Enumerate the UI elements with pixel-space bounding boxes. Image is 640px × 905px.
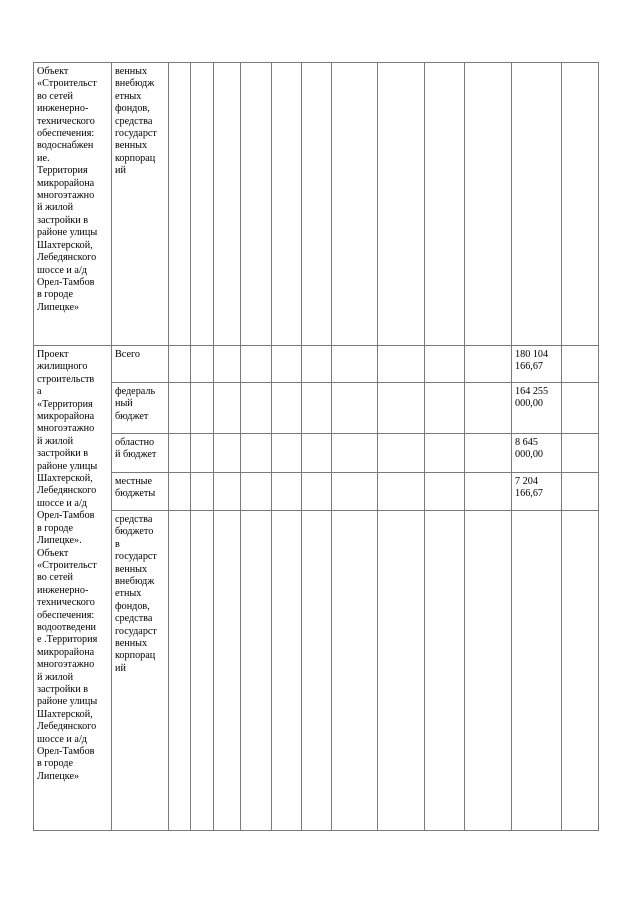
table-row [34,383,599,434]
empty-cell [169,63,191,346]
empty-cell [465,473,512,511]
empty-cell [465,511,512,831]
empty-cell [302,63,332,346]
empty-cell [191,434,214,473]
empty-cell [562,63,599,346]
funding-source-cell: средства бюджето в государст венных внебюдж етных фондов, средства государст венных корпорац ий [112,511,169,831]
object-name-cell: Объект «Строительст во сетей инженерно- технического обеспечения: водоснабжен ие. Территория микрорайона многоэтажно й жилой застройки в районе улицы Шахтерской, Лебедянского шоссе и а/д Орел-Тамбов в городе Липецке» [34,63,112,346]
total-amount-cell: 164 255 000,00 [512,383,562,434]
empty-cell [302,434,332,473]
empty-cell [191,346,214,383]
empty-cell [465,346,512,383]
empty-cell [378,383,425,434]
empty-cell [562,434,599,473]
empty-cell [332,473,378,511]
empty-cell [169,473,191,511]
empty-cell [169,434,191,473]
empty-cell [272,383,302,434]
empty-cell [272,511,302,831]
table-row [34,434,599,473]
empty-cell [191,63,214,346]
empty-cell [425,346,465,383]
empty-cell [302,473,332,511]
total-amount-cell: 180 104 166,67 [512,346,562,383]
table-row [34,473,599,511]
object-name-cell: Проект жилищного строительств а «Территория микрорайона многоэтажно й жилой застройки в районе улицы Шахтерской, Лебедянского шоссе и а/д Орел-Тамбов в городе Липецке». Объект «Строительст во сетей инженерно- технического обеспечения: водоотведени е .Территория микрорайона многоэтажно й жилой застройки в районе улицы Шахтерской, Лебедянского шоссе и а/д Орел-Тамбов в городе Липецке» [34,346,112,831]
empty-cell [425,383,465,434]
empty-cell [378,63,425,346]
total-amount-cell: 8 645 000,00 [512,434,562,473]
empty-cell [425,511,465,831]
empty-cell [562,473,599,511]
empty-cell [214,434,241,473]
empty-cell [169,346,191,383]
empty-cell [169,383,191,434]
table-row [34,511,599,831]
empty-cell [191,511,214,831]
empty-cell [378,511,425,831]
empty-cell [465,383,512,434]
empty-cell [241,383,272,434]
empty-cell [214,346,241,383]
total-amount-cell: 7 204 166,67 [512,473,562,511]
funding-source-cell: Всего [112,346,169,383]
empty-cell [214,383,241,434]
empty-cell [332,511,378,831]
empty-cell [241,511,272,831]
total-amount-cell [512,63,562,346]
empty-cell [241,63,272,346]
empty-cell [378,473,425,511]
empty-cell [191,473,214,511]
empty-cell [214,63,241,346]
empty-cell [425,434,465,473]
empty-cell [272,63,302,346]
empty-cell [378,346,425,383]
empty-cell [562,346,599,383]
empty-cell [241,473,272,511]
empty-cell [378,434,425,473]
empty-cell [332,383,378,434]
funding-source-cell: венных внебюдж етных фондов, средства государст венных корпорац ий [112,63,169,346]
empty-cell [562,383,599,434]
funding-source-cell: федераль ный бюджет [112,383,169,434]
table-row [34,346,599,383]
empty-cell [425,473,465,511]
empty-cell [302,346,332,383]
empty-cell [272,473,302,511]
empty-cell [562,511,599,831]
empty-cell [241,346,272,383]
empty-cell [332,434,378,473]
financing-table [33,62,599,831]
empty-cell [465,434,512,473]
empty-cell [425,63,465,346]
empty-cell [332,63,378,346]
empty-cell [332,346,378,383]
funding-source-cell: областно й бюджет [112,434,169,473]
empty-cell [214,473,241,511]
empty-cell [241,434,272,473]
empty-cell [272,434,302,473]
empty-cell [465,63,512,346]
table-row [34,63,599,346]
empty-cell [302,383,332,434]
funding-source-cell: местные бюджеты [112,473,169,511]
empty-cell [169,511,191,831]
empty-cell [302,511,332,831]
total-amount-cell [512,511,562,831]
empty-cell [272,346,302,383]
empty-cell [191,383,214,434]
empty-cell [214,511,241,831]
